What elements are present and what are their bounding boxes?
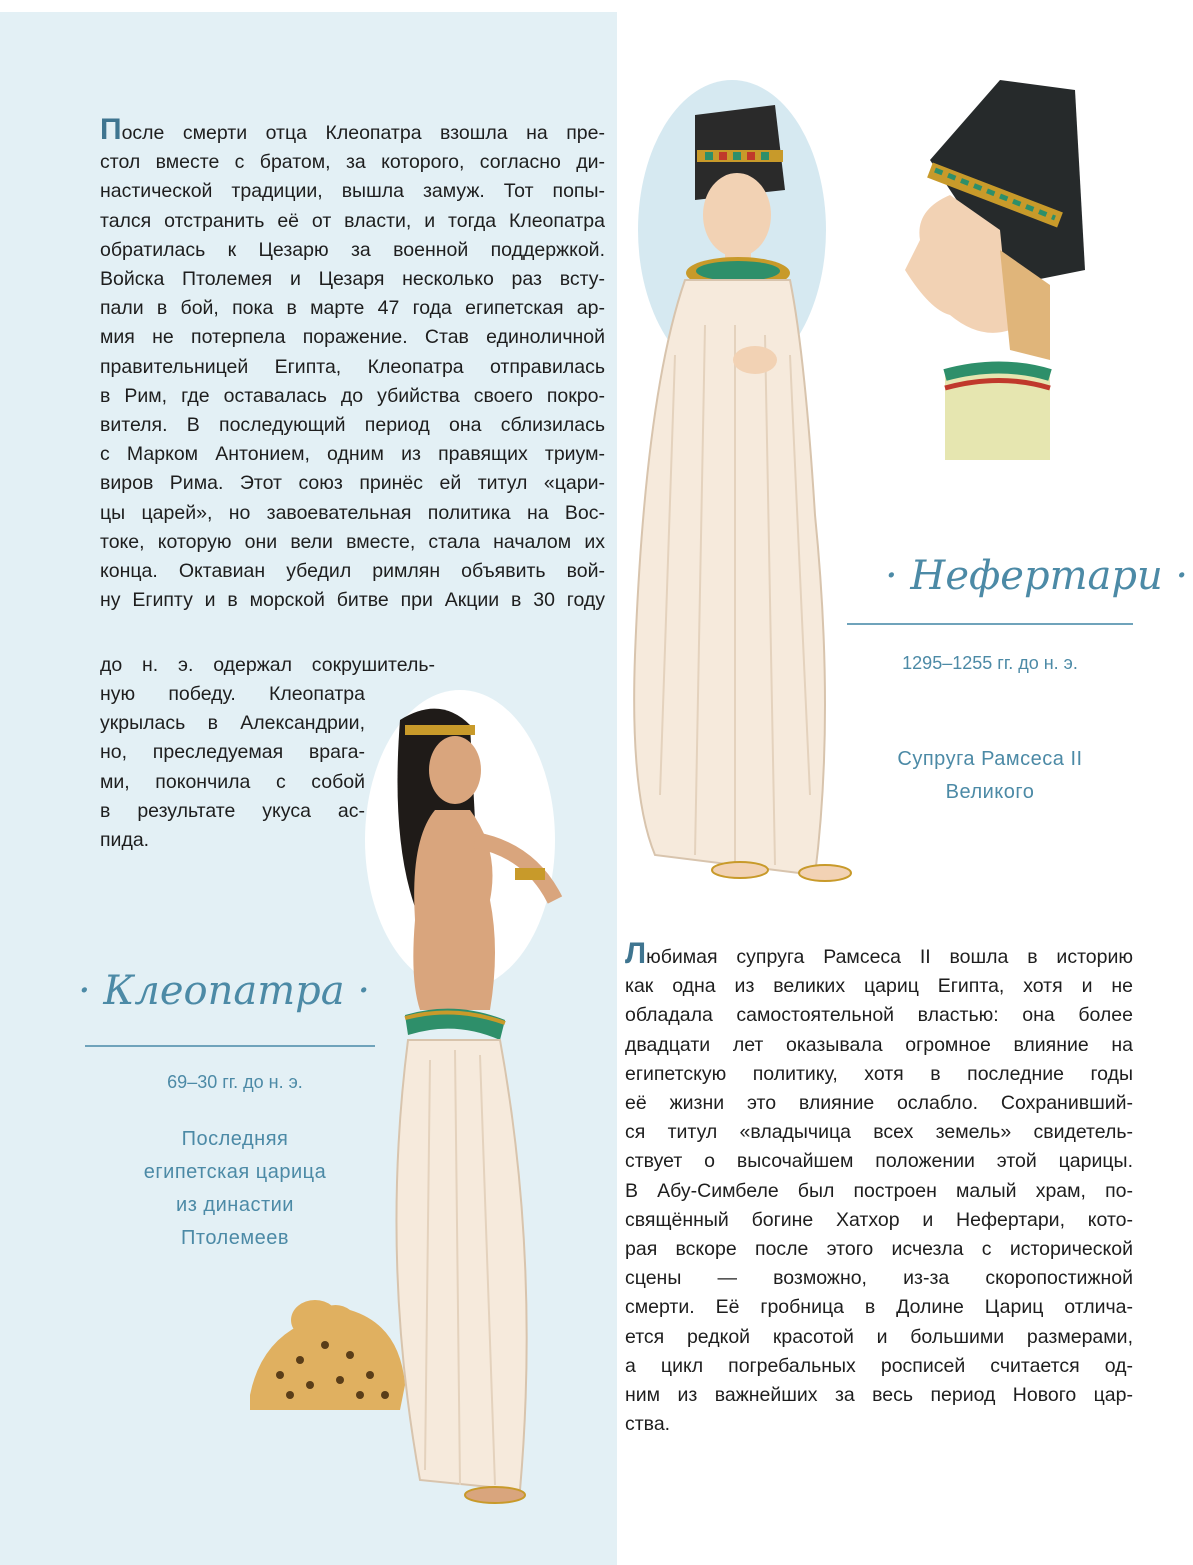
- nefertari-line: как одна из великих цариц Египта, хотя и не: [625, 975, 1133, 998]
- nefertari-line: ется редкой красотой и большими размерами,: [625, 1325, 1133, 1348]
- cleopatra-line: конца. Октавиан убедил римлян объявить вой-: [100, 560, 605, 583]
- cleopatra-line: ную победу. Клеопатра: [100, 683, 365, 705]
- drop-cap: П: [100, 113, 122, 146]
- cleopatra-description-line: из династии: [176, 1194, 294, 1216]
- cleopatra-line: в результате укуса ас-: [100, 799, 365, 822]
- cleopatra-line: стол вместе с братом, за которого, согласно ди-: [100, 151, 605, 174]
- cleopatra-line: Войска Птолемея и Цезаря несколько раз всту-: [100, 268, 605, 291]
- cleopatra-article-narrow-1: [100, 651, 435, 680]
- flourish-ornament-icon: [85, 1045, 375, 1047]
- drop-cap: Л: [625, 937, 647, 970]
- nefertari-article: [625, 937, 1133, 1439]
- cleopatra-line: токе, которую они вели вместе, стала началом их: [100, 530, 605, 553]
- nefertiti-bust-icon: [860, 70, 1090, 470]
- flourish-ornament-icon: [847, 623, 1133, 625]
- nefertari-line: свящённый богине Хатхор и Нефертари, кото-: [625, 1208, 1133, 1231]
- nefertari-line-0: Любимая супруга Рамсеса II вошла в историю: [625, 937, 1133, 970]
- nefertari-line: смерти. Её гробница в Долине Цариц отлича-: [625, 1296, 1133, 1319]
- nefertari-line: В Абу-Симбеле был построен малый храм, по-: [625, 1179, 1133, 1202]
- leopard-icon: [240, 1285, 410, 1415]
- cleopatra-line: цы царей», но завоевательная политика на Вос-: [100, 501, 605, 524]
- cleopatra-article: [100, 113, 605, 615]
- cleopatra-line-0: После смерти отца Клеопатра взошла на пре-: [100, 113, 605, 146]
- top-strip: [0, 0, 617, 12]
- cleopatra-article-narrow-2: [100, 680, 365, 855]
- cleopatra-title: · Клеопатра ·: [78, 968, 371, 1014]
- cleopatra-line: но, преследуемая врага-: [100, 741, 365, 764]
- cleopatra-line: ми, покончила с собой: [100, 770, 365, 793]
- nefertari-line: а цикл погребальных росписей считается од-: [625, 1354, 1133, 1377]
- cleopatra-line: вителя. В последующий период она сблизилась: [100, 414, 605, 437]
- nefertari-description-line: Великого: [945, 781, 1035, 803]
- nefertari-line: её жизни это влияние ослабло. Сохранивший-: [625, 1092, 1133, 1115]
- cleopatra-line: пали в бой, пока в марте 47 года египетская ар-: [100, 297, 605, 320]
- cleopatra-description-line: египетская царица: [143, 1161, 327, 1183]
- nefertari-line: ся титул «владычица всех земель» свидетель-: [625, 1121, 1133, 1144]
- cleopatra-line: настической традиции, вышла замуж. Тот попы-: [100, 180, 605, 203]
- nefertari-line: рая вскоре после этого исчезла с исторической: [625, 1238, 1133, 1261]
- cleopatra-line: ну Египту и в морской битве при Акции в 30 году: [100, 589, 605, 612]
- cleopatra-line: правительницей Египта, Клеопатра отправилась: [100, 355, 605, 378]
- cleopatra-line: до н. э. одержал сокрушитель-: [100, 654, 435, 676]
- cleopatra-line: пида.: [100, 829, 150, 852]
- cleopatra-line: укрылась в Александрии,: [100, 712, 365, 735]
- nefertari-line: сцены — возможно, из-за скоропостижной: [625, 1267, 1133, 1290]
- nefertari-title: · Нефертари ·: [885, 553, 1189, 599]
- cleopatra-description: [90, 1123, 380, 1255]
- cleopatra-line: с Марком Антонием, одним из правящих триум-: [100, 443, 605, 466]
- cleopatra-description-line: Птолемеев: [181, 1227, 289, 1249]
- cleopatra-description-line: Последняя: [181, 1128, 289, 1150]
- nefertari-line: ства.: [625, 1413, 671, 1436]
- cleopatra-dates: 69–30 гг. до н. э.: [167, 1072, 303, 1092]
- cleopatra-line: тался отстранить её от власти, и тогда Клеопатра: [100, 209, 605, 232]
- cleopatra-line: мия не потерпела поражение. Став единоличной: [100, 326, 605, 349]
- cleopatra-line: виров Рима. Этот союз принёс ей титул «цари-: [100, 472, 605, 495]
- nefertari-description: [847, 743, 1133, 809]
- nefertari-description-line: Супруга Рамсеса II: [897, 748, 1083, 770]
- nefertari-line: ствует о высочайшем положении этой царицы.: [625, 1150, 1133, 1173]
- cleopatra-line: в Рим, где оставалась до убийства своего покро-: [100, 384, 605, 407]
- nefertari-line: обладала самостоятельной властью: она более: [625, 1004, 1133, 1027]
- cleopatra-line: обратилась к Цезарю за военной поддержкой.: [100, 238, 605, 261]
- nefertari-line: двадцати лет оказывала огромное влияние на: [625, 1033, 1133, 1056]
- nefertari-line: египетскую политику, хотя в последние годы: [625, 1062, 1133, 1085]
- nefertari-dates: 1295–1255 гг. до н. э.: [902, 653, 1078, 673]
- nefertari-figure-icon: [615, 95, 865, 895]
- nefertari-line: ним из важнейших за весь период Нового цар-: [625, 1384, 1133, 1407]
